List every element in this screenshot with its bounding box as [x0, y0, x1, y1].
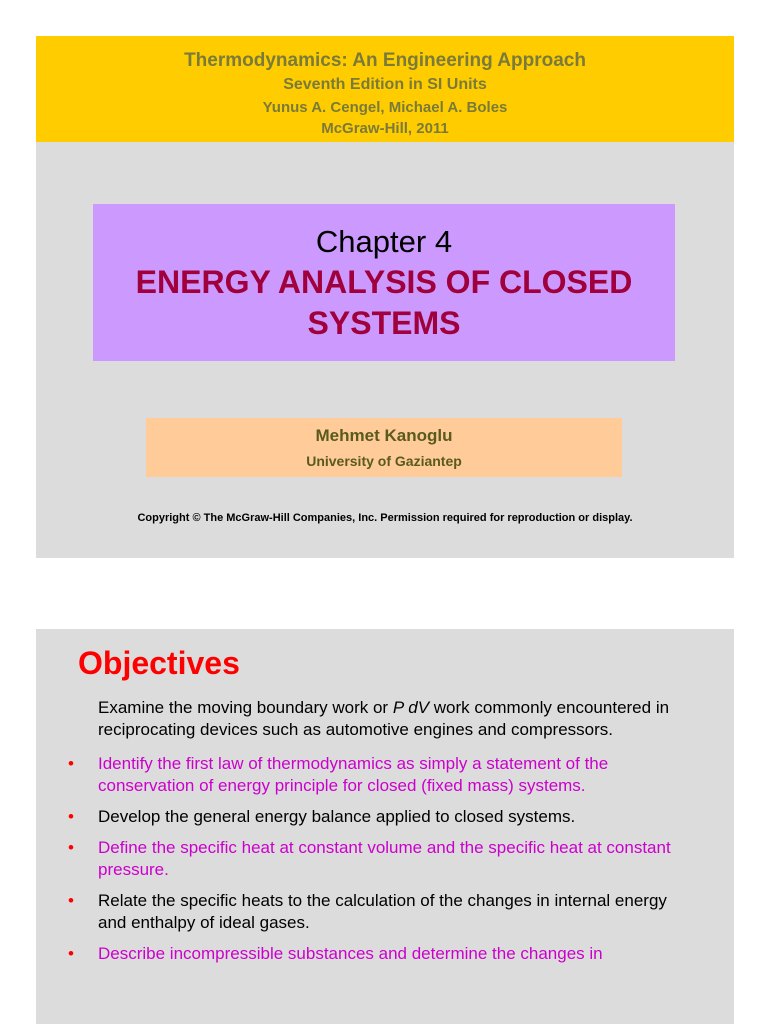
intro-text-after: work commonly encountered in reciprocating devices such as automotive engines and compressors. [98, 698, 670, 739]
author-box [146, 418, 622, 477]
objectives-slide [36, 629, 734, 1024]
objective-text: Identify the first law of thermodynamics as simply a statement of the conservation of energy principle for closed (fixed mass) systems. [98, 754, 609, 795]
intro-italic-pdv: P dV [392, 698, 430, 717]
objective-intro [62, 697, 682, 741]
list-item [62, 806, 682, 828]
objective-text: Describe incompressible substances and determine the changes in [98, 944, 603, 963]
chapter-box [93, 204, 675, 361]
bullet-icon: • [68, 754, 74, 773]
list-item [62, 890, 682, 934]
book-title: Thermodynamics: An Engineering Approach [184, 50, 586, 71]
author-university: University of Gaziantep [306, 453, 462, 469]
intro-text-before: Examine the moving boundary work or [98, 698, 393, 717]
objective-text: Develop the general energy balance applied to closed systems. [98, 807, 576, 826]
bullet-icon: • [68, 838, 74, 857]
chapter-title: ENERGY ANALYSIS OF CLOSED SYSTEMS [135, 264, 633, 341]
bullet-icon: • [68, 944, 74, 963]
objectives-heading: Objectives [78, 645, 240, 681]
bullet-icon: • [68, 891, 74, 910]
list-item [62, 753, 682, 797]
objective-text: Define the specific heat at constant volume and the specific heat at constant pressure. [98, 838, 671, 879]
objective-text: Relate the specific heats to the calculation of the changes in internal energy and enthalpy of ideal gases. [98, 891, 667, 932]
book-publisher: McGraw-Hill, 2011 [321, 120, 449, 137]
book-banner [36, 36, 734, 142]
list-item [62, 943, 682, 965]
objectives-list [62, 697, 682, 974]
list-item [62, 837, 682, 881]
chapter-number: Chapter 4 [315, 224, 453, 259]
bullet-icon: • [68, 807, 74, 826]
author-name: Mehmet Kanoglu [315, 426, 453, 445]
title-slide [36, 36, 734, 558]
copyright-notice: Copyright © The McGraw-Hill Companies, Inc. Permission required for reproduction or display. [137, 512, 633, 524]
book-authors: Yunus A. Cengel, Michael A. Boles [262, 99, 508, 116]
book-edition: Seventh Edition in SI Units [283, 76, 487, 93]
